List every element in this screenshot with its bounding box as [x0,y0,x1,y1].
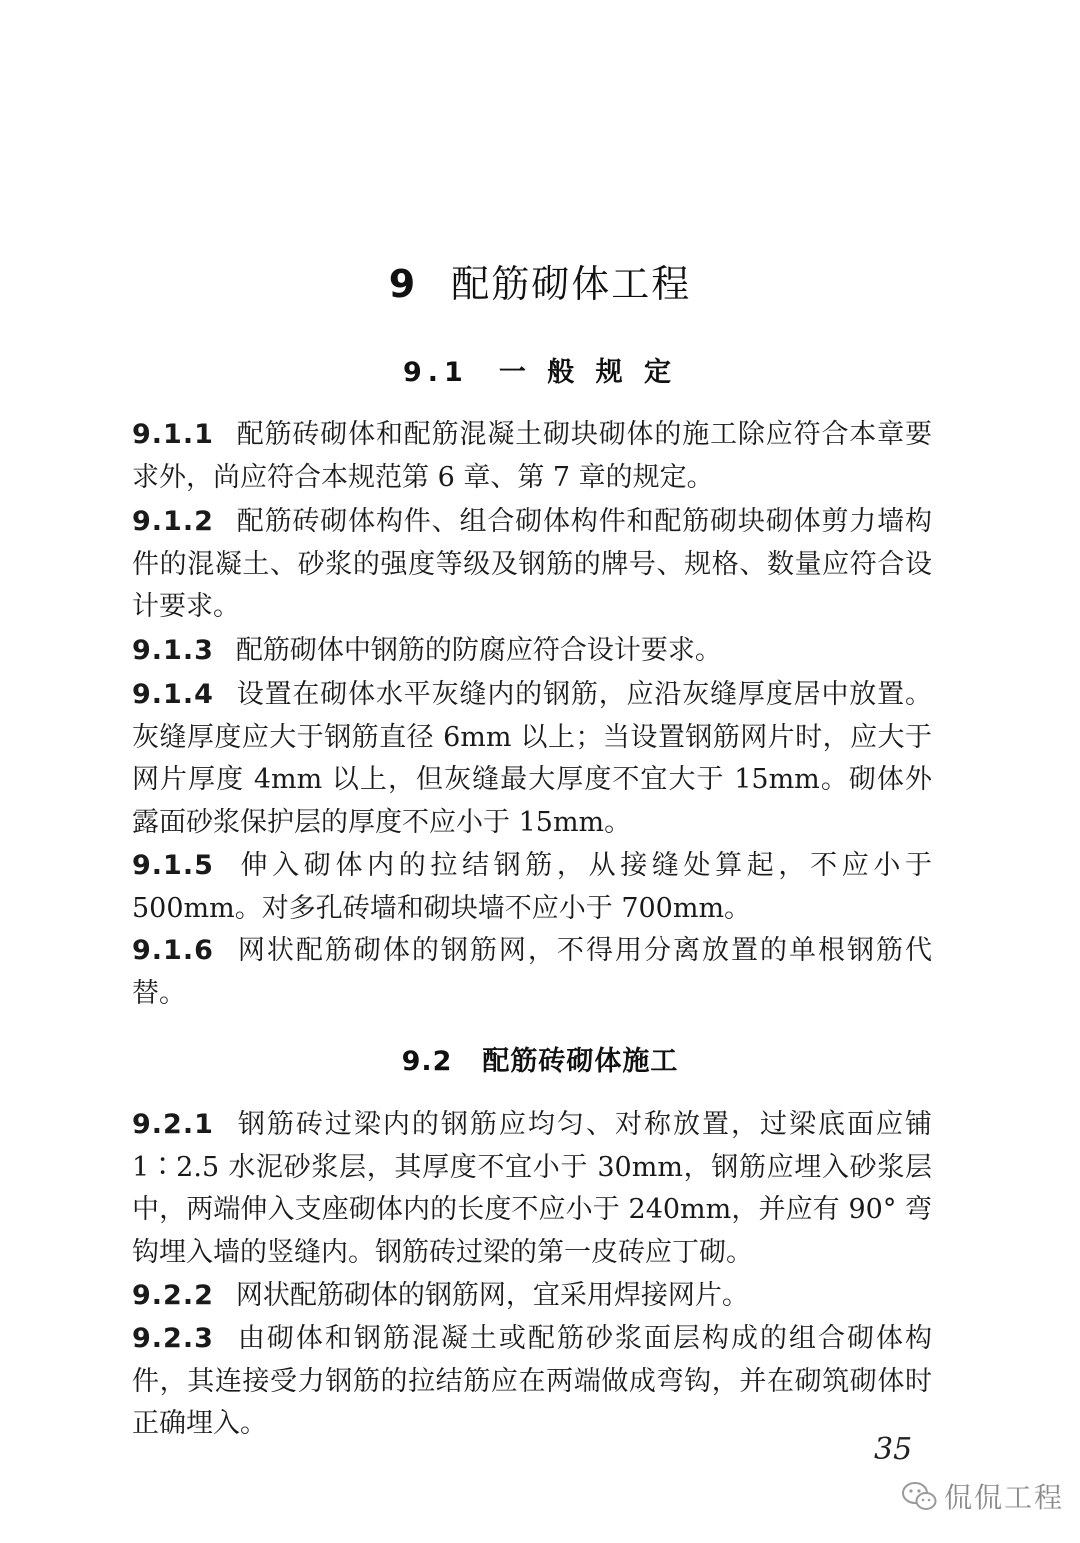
clause-text: 由砌体和钢筋混凝土或配筋砂浆面层构成的组合砌体构件，其连接受力钢筋的拉结筋应在两端做成弯钩，并在砌筑砌体时正确埋入。 [132,1323,932,1439]
clause-9-1-1 [132,414,932,499]
clause-9-1-5 [132,845,932,930]
chapter-number: 9 [388,262,418,307]
clause-number: 9.1.2 [132,506,214,537]
clause-number: 9.1.1 [132,419,214,450]
clause-text: 配筋砖砌体和配筋混凝土砌块砌体的施工除应符合本章要求外，尚应符合本规范第 6 章、第 7 章的规定。 [132,419,932,493]
clause-9-1-3 [132,630,932,673]
clause-9-2-2 [132,1275,932,1318]
clause-number: 9.1.6 [132,935,214,966]
clause-9-1-4 [132,674,932,844]
chapter-title-text: 配筋砌体工程 [451,262,692,307]
clause-text: 配筋砌体中钢筋的防腐应符合设计要求。 [235,635,722,666]
section-number: 9.1 [402,357,469,389]
clause-number: 9.2.3 [132,1323,214,1354]
section-title-text: 一 般 规 定 [498,357,678,389]
clause-9-1-6 [132,930,932,1015]
section-title-9-2 [0,1039,1080,1078]
wechat-icon [900,1480,938,1512]
watermark-text: 侃侃工程 [944,1481,1065,1514]
clause-text: 钢筋砖过梁内的钢筋应均匀、对称放置，过梁底面应铺 1∶2.5 水泥砂浆层，其厚度不宜小于 30mm，钢筋应埋入砂浆层中，两端伸入支座砌体内的长度不应小于 240mm，并应有 90° 弯钩埋入墙的竖缝内。钢筋砖过梁的第一皮砖应丁砌。 [132,1109,932,1268]
section-title-9-1 [0,350,1080,389]
clause-9-2-3 [132,1318,932,1446]
clause-text: 配筋砖砌体构件、组合砌体构件和配筋砌块砌体剪力墙构件的混凝土、砂浆的强度等级及钢筋的牌号、规格、数量应符合设计要求。 [132,506,932,622]
clause-text: 伸入砌体内的拉结钢筋，从接缝处算起，不应小于 500mm。对多孔砖墙和砌块墙不应小于 700mm。 [132,850,932,924]
clause-9-1-2 [132,501,932,629]
clause-number: 9.2.1 [132,1109,214,1140]
clause-text: 设置在砌体水平灰缝内的钢筋，应沿灰缝厚度居中放置。灰缝厚度应大于钢筋直径 6mm 以上；当设置钢筋网片时，应大于网片厚度 4mm 以上，但灰缝最大厚度不宜大于 15mm。砌体外露面砂浆保护层的厚度不应小于 15mm。 [132,679,932,838]
section-number: 9.2 [401,1046,453,1078]
clause-number: 9.1.3 [132,635,214,666]
clause-9-2-1 [132,1104,932,1274]
page-number: 35 [874,1432,913,1467]
section-title-text: 配筋砖砌体施工 [482,1046,679,1078]
clause-number: 9.2.2 [132,1280,214,1311]
clause-text: 网状配筋砌体的钢筋网，不得用分离放置的单根钢筋代替。 [132,935,932,1009]
clause-text: 网状配筋砌体的钢筋网，宜采用焊接网片。 [235,1280,749,1311]
clause-number: 9.1.5 [132,850,214,881]
chapter-title [0,253,1080,308]
watermark [900,1476,1064,1516]
clause-number: 9.1.4 [132,679,214,710]
